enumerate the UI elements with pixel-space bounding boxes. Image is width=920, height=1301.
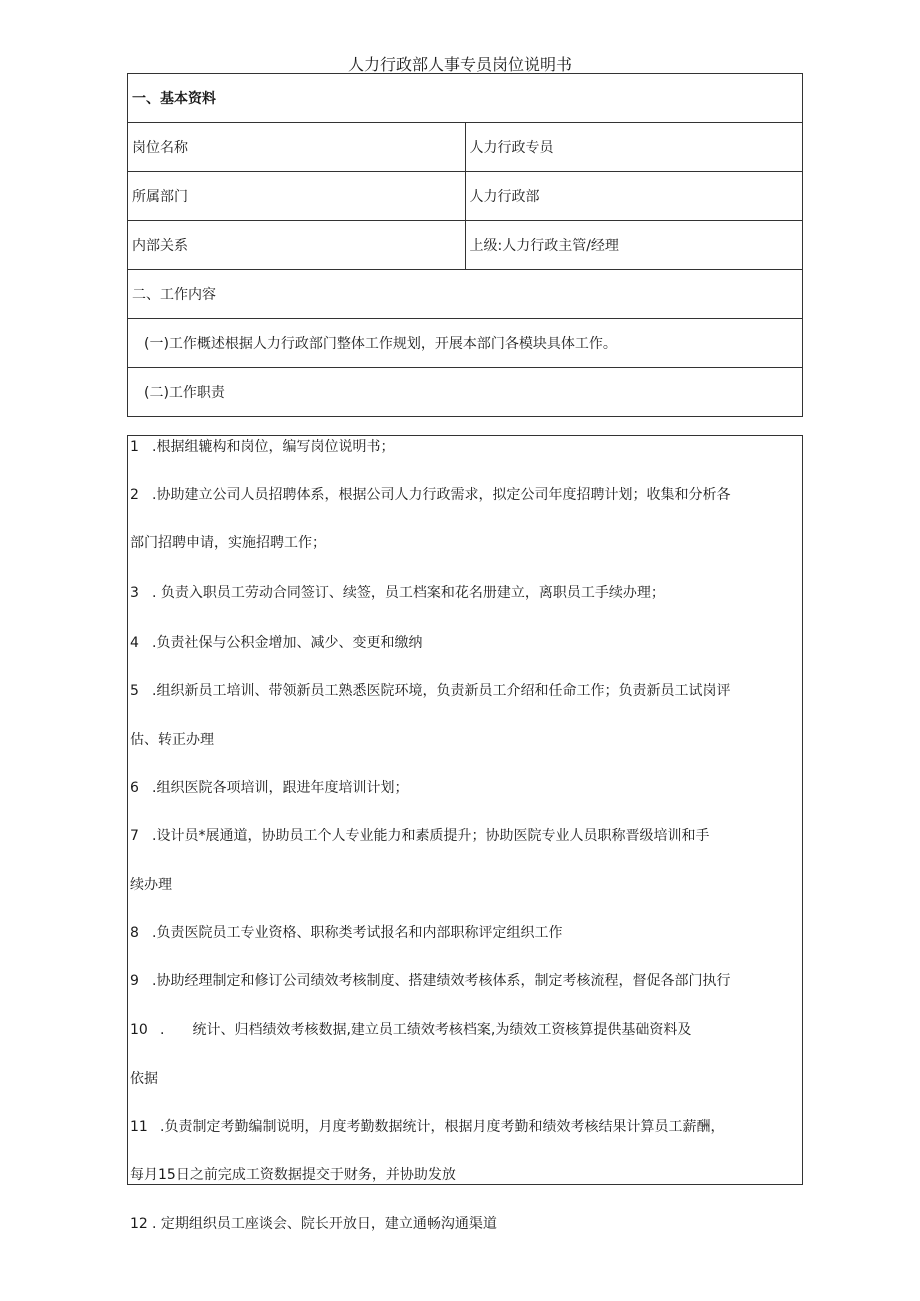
duty-text: 部门招聘申请，实施招聘工作； bbox=[130, 535, 326, 551]
position-name-label: 岗位名称 bbox=[128, 123, 466, 172]
duty-line bbox=[130, 681, 730, 701]
relations-value: 上级:人力行政主管/经理 bbox=[465, 221, 803, 270]
duties-heading-row bbox=[128, 368, 803, 417]
duty-text: 估、转正办理 bbox=[130, 732, 214, 748]
duty-line bbox=[130, 583, 665, 603]
basic-info-table bbox=[127, 73, 803, 417]
duty-text: 每月15日之前完成工资数据提交于财务，并协助发放 bbox=[130, 1167, 456, 1183]
section-work-heading: 二、工作内容 bbox=[128, 270, 803, 319]
duty-line bbox=[130, 875, 172, 895]
relations-label: 内部关系 bbox=[128, 221, 466, 270]
duty-number: 1 bbox=[130, 439, 139, 455]
document-title: 人力行政部人事专员岗位说明书 bbox=[347, 55, 572, 74]
duty-line bbox=[130, 533, 326, 553]
duty-line bbox=[130, 778, 408, 798]
department-value: 人力行政部 bbox=[465, 172, 803, 221]
info-row-department bbox=[128, 172, 803, 221]
duty-text: .协助建立公司人员招聘体系，根据公司人力行政需求，拟定公司年度招聘计划；收集和分析各 bbox=[152, 487, 731, 503]
duty-number: 4 bbox=[130, 635, 139, 651]
duty-number: 12 bbox=[130, 1216, 148, 1232]
duty-text: . 定期组织员工座谈会、院长开放日，建立通畅沟通渠道 bbox=[152, 1216, 497, 1232]
duty-line bbox=[130, 1165, 456, 1185]
duty-line bbox=[130, 971, 730, 991]
duty-text: 依据 bbox=[130, 1071, 158, 1087]
duty-number: 11 bbox=[130, 1119, 148, 1135]
section-basic-heading: 一、基本资料 bbox=[128, 74, 803, 123]
duty-text: 续办理 bbox=[130, 877, 172, 893]
duty-text: .负责医院员工专业资格、职称类考试报名和内部职称评定组织工作 bbox=[152, 925, 563, 941]
duty-line bbox=[130, 730, 214, 750]
duty-number: 10 bbox=[130, 1022, 148, 1038]
duty-number: 8 bbox=[130, 925, 139, 941]
duty-text: .组织医院各项培训，跟进年度培训计划； bbox=[152, 780, 409, 796]
duty-number: 5 bbox=[130, 683, 139, 699]
duties-heading: (二)工作职责 bbox=[128, 368, 803, 417]
duty-text: .组织新员工培训、带领新员工熟悉医院环境，负责新员工介绍和任命工作；负责新员工试岗评 bbox=[152, 683, 731, 699]
duty-number: 2 bbox=[130, 487, 139, 503]
duty-number: 7 bbox=[130, 828, 139, 844]
duty-text: .负责制定考勤编制说明，月度考勤数据统计，根据月度考勤和绩效考核结果计算员工薪酬， bbox=[160, 1119, 725, 1135]
duty-line bbox=[130, 437, 394, 457]
duty-line bbox=[130, 1117, 724, 1137]
info-row-relations bbox=[128, 221, 803, 270]
duty-number: 9 bbox=[130, 973, 139, 989]
duty-line bbox=[130, 1069, 158, 1089]
duty-text: .根据组辘构和岗位，编写岗位说明书； bbox=[152, 439, 395, 455]
work-overview: (一)工作概述根据人力行政部门整体工作规划，开展本部门各模块具体工作。 bbox=[128, 319, 803, 368]
department-label: 所属部门 bbox=[128, 172, 466, 221]
duty-line bbox=[130, 826, 709, 846]
duty-line bbox=[130, 1214, 497, 1234]
duty-number: 6 bbox=[130, 780, 139, 796]
section-work-row bbox=[128, 270, 803, 319]
duty-line bbox=[130, 923, 562, 943]
duty-line bbox=[130, 485, 730, 505]
duty-text: .协助经理制定和修订公司绩效考核制度、搭建绩效考核体系，制定考核流程，督促各部门执行 bbox=[152, 973, 731, 989]
duty-number: 3 bbox=[130, 585, 139, 601]
duty-text: .负责社保与公积金增加、减少、变更和缴纳 bbox=[152, 635, 423, 651]
duty-line bbox=[130, 633, 422, 653]
position-name-value: 人力行政专员 bbox=[465, 123, 803, 172]
duty-text: . 统计、归档绩效考核数据,建立员工绩效考核档案,为绩效工资核算提供基础资料及 bbox=[160, 1022, 692, 1038]
overview-row bbox=[128, 319, 803, 368]
info-row-position bbox=[128, 123, 803, 172]
duty-text: .设计员*展通道，协助员工个人专业能力和素质提升；协助医院专业人员职称晋级培训和手 bbox=[152, 828, 710, 844]
section-basic-row bbox=[128, 74, 803, 123]
duty-text: . 负责入职员工劳动合同签订、续签，员工档案和花名册建立，离职员工手续办理； bbox=[152, 585, 665, 601]
duty-line bbox=[130, 1020, 691, 1040]
